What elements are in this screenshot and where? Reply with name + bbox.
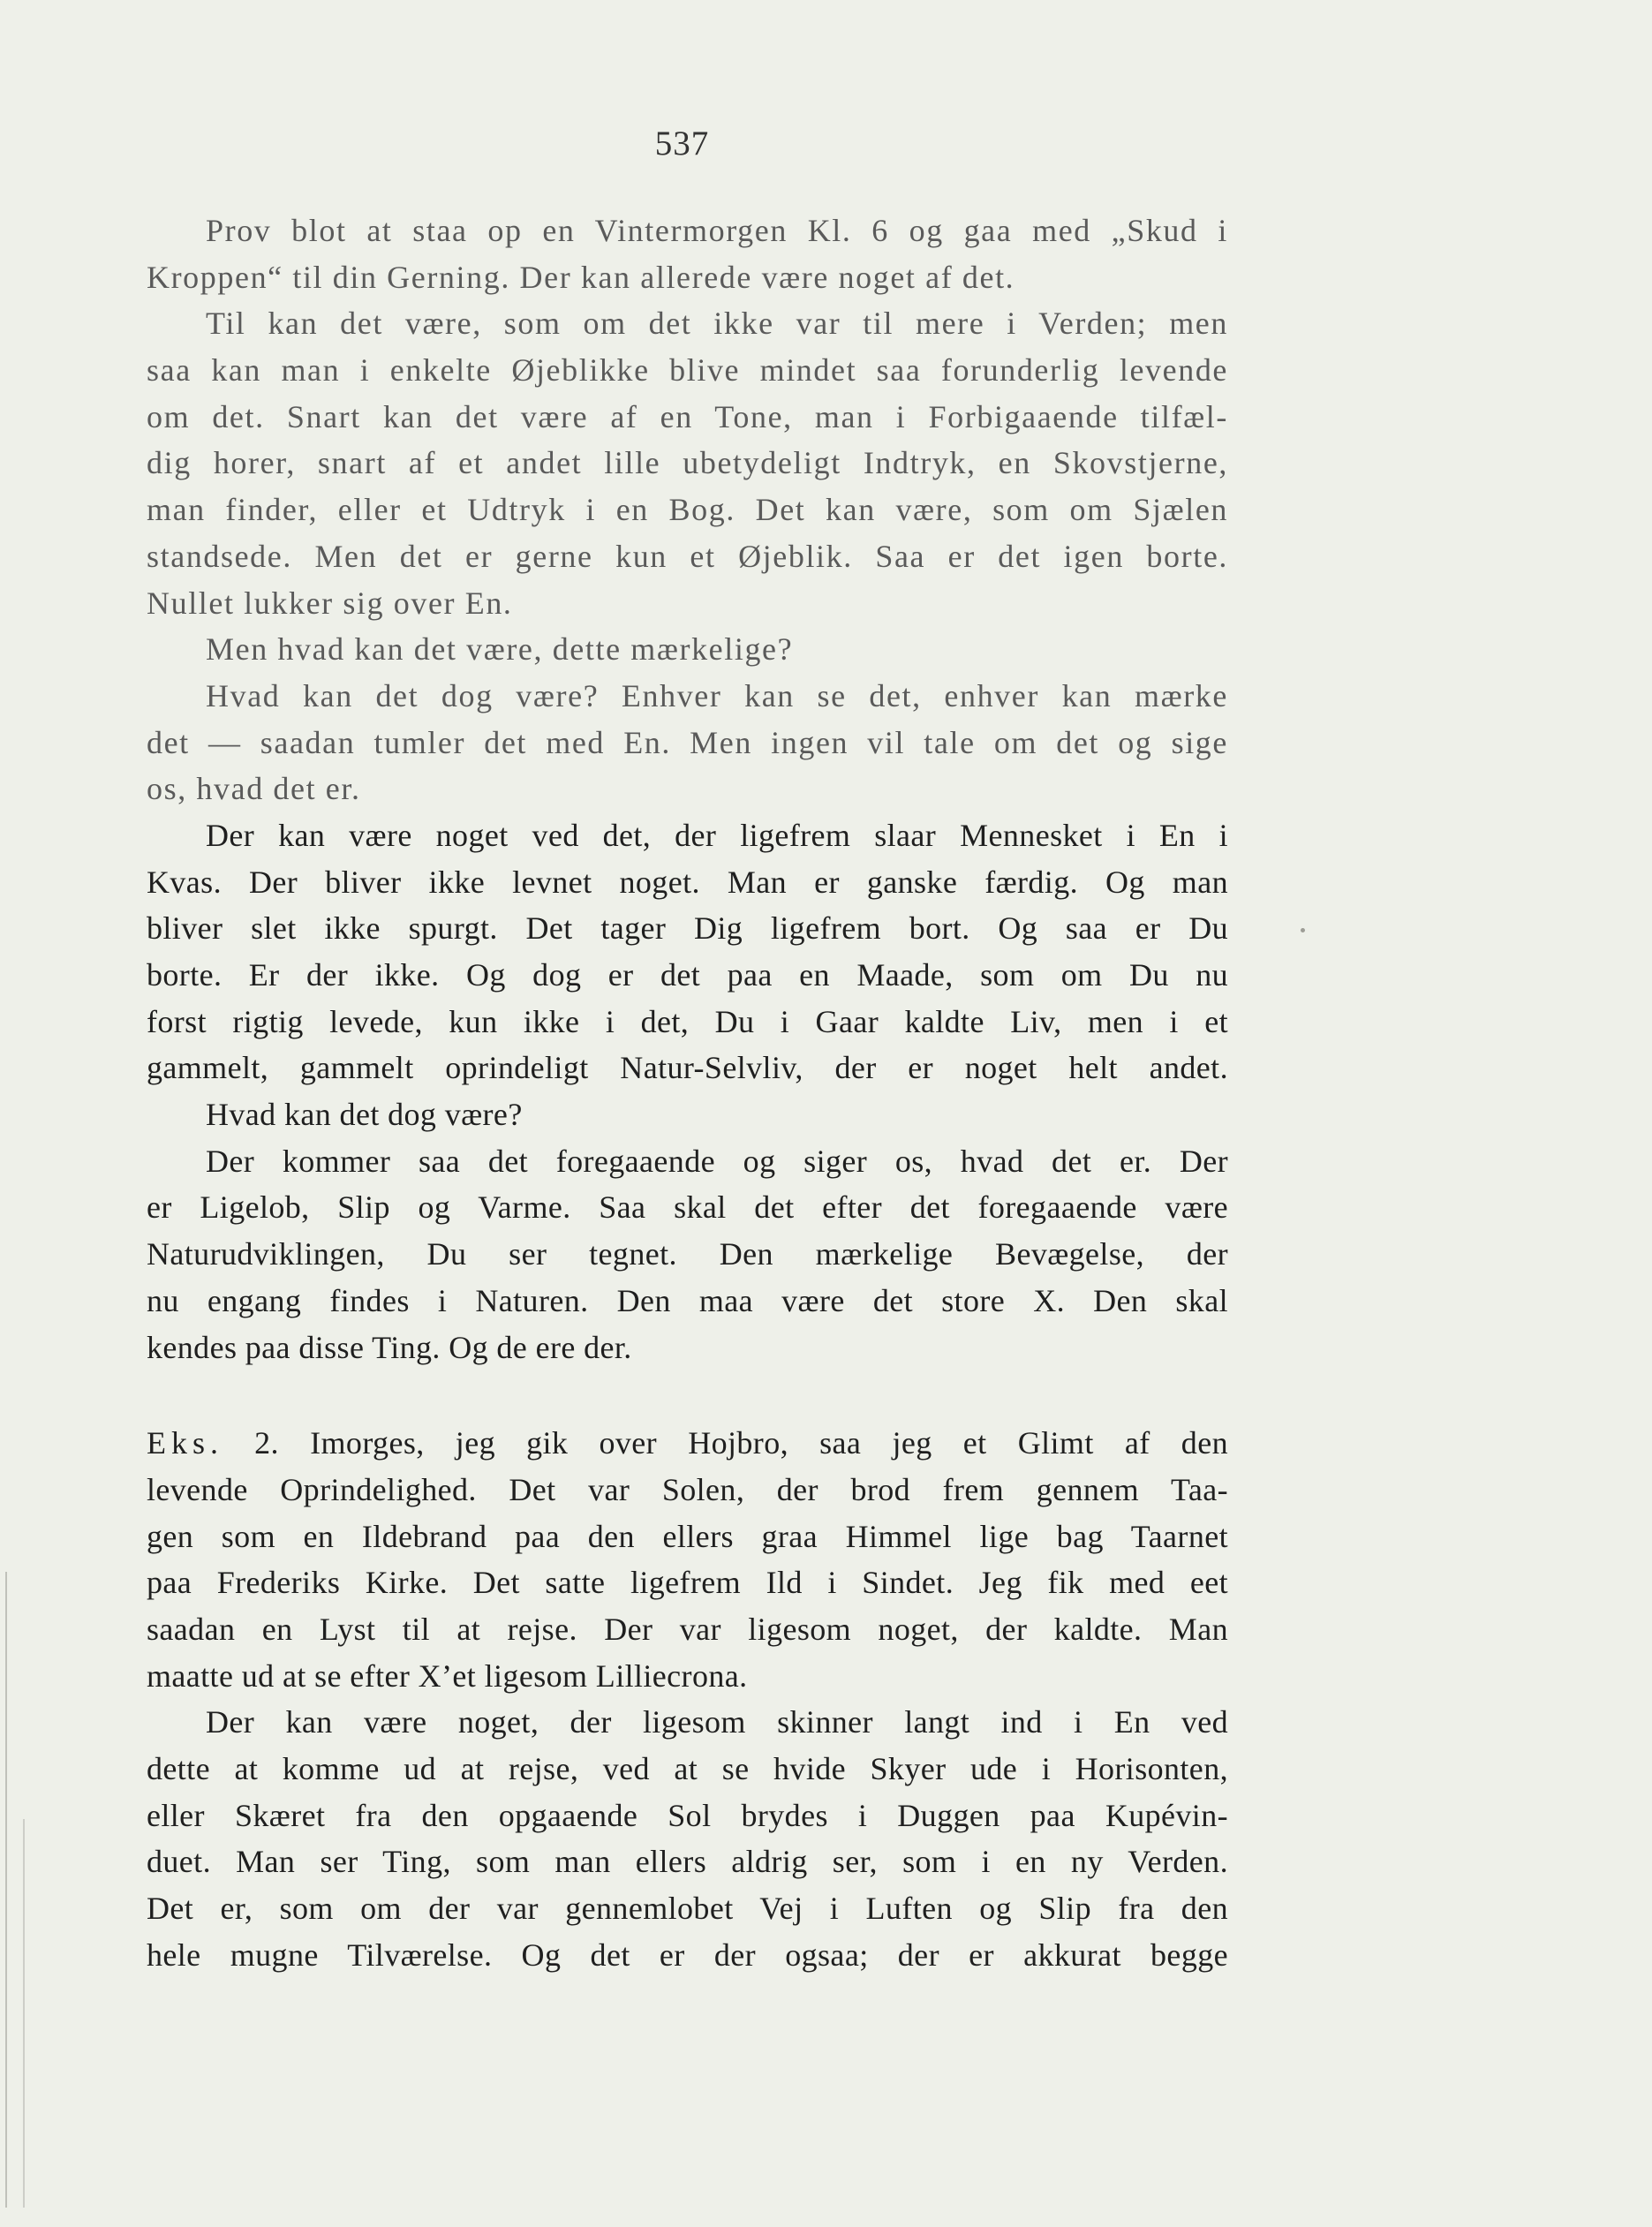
text-line: Kroppen“ til din Gerning. Der kan allerede være noget af det.: [147, 259, 1015, 295]
text-line: nu engang findes i Naturen. Den maa være det store X. Den skal: [147, 1282, 1228, 1318]
text-line: Men hvad kan det være, dette mærkelige?: [206, 631, 794, 668]
text-line: Det er, som om der var gennemlobet Vej i Luften og Slip fra den: [147, 1891, 1228, 1927]
text-line: dette at komme ud at rejse, ved at se hvide Skyer ude i Horisonten,: [147, 1751, 1228, 1786]
text-line: saadan en Lyst til at rejse. Der var ligesom noget, der kaldte. Man: [147, 1611, 1228, 1647]
text-line: gen som en Ildebrand paa den ellers graa Himmel lige bag Taarnet: [147, 1518, 1228, 1554]
text-line: man finder, eller et Udtryk i en Bog. Det kan være, som om Sjælen: [147, 492, 1228, 528]
text-line: er Ligelob, Slip og Varme. Saa skal det efter det foregaaende være: [147, 1189, 1228, 1226]
text-line: Der kan være noget ved det, der ligefrem slaar Mennesket i En i: [206, 817, 1228, 853]
text-line: Hvad kan det dog være? Enhver kan se det, enhver kan mærke: [206, 677, 1228, 713]
scan-binding-edge: [23, 1819, 25, 2208]
body-text: [147, 208, 1228, 1978]
text-line: gammelt, gammelt oprindeligt Natur-Selvliv, der er noget helt andet.: [147, 1050, 1228, 1086]
text-line: forst rigtig levede, kun ikke i det, Du i Gaar kaldte Liv, men i et: [147, 1003, 1228, 1039]
text-line: Hvad kan det dog være?: [206, 1097, 523, 1133]
text-line: kendes paa disse Ting. Og de ere der.: [147, 1329, 632, 1365]
text-line: eller Skæret fra den opgaaende Sol brydes i Duggen paa Kupévin-: [147, 1797, 1228, 1833]
scan-speck: [1301, 928, 1305, 932]
text-line: maatte ud at se efter X’et ligesom Lilliecrona.: [147, 1657, 748, 1694]
text-line: os, hvad det er.: [147, 771, 361, 807]
text-line: dig horer, snart af et andet lille ubetydeligt Indtryk, en Skovstjerne,: [147, 445, 1228, 481]
section-gap: [147, 1370, 1228, 1420]
text-line: Prov blot at staa op en Vintermorgen Kl. 6 og gaa med „Skud i: [206, 213, 1228, 248]
text-line: levende Oprindelighed. Det var Solen, der brod frem gennem Taa-: [147, 1471, 1228, 1507]
section-1: [147, 208, 1228, 1370]
text-line: Til kan det være, som om det ikke var til mere i Verden; men: [206, 306, 1228, 342]
text-line: Nullet lukker sig over En.: [147, 585, 513, 621]
text-line: Kvas. Der bliver ikke levnet noget. Man er ganske færdig. Og man: [147, 864, 1228, 900]
text-line: det — saadan tumler det med En. Men ingen vil tale om det og sige: [147, 724, 1228, 760]
example-label: Eks.: [147, 1425, 223, 1461]
text-line: [147, 1420, 1228, 1467]
text-line: Naturudviklingen, Du ser tegnet. Den mærkelige Bevægelse, der: [147, 1236, 1228, 1272]
text-line: Der kan være noget, der ligesom skinner langt ind i En ved: [206, 1704, 1228, 1740]
example-first-line: Imorges, jeg gik over Hojbro, saa jeg et Glimt af den: [310, 1425, 1228, 1461]
scan-binding-edge: [5, 1572, 7, 2208]
text-line: borte. Er der ikke. Og dog er det paa en Maade, som om Du nu: [147, 957, 1228, 993]
text-line: Der kommer saa det foregaaende og siger os, hvad det er. Der: [206, 1143, 1228, 1179]
text-line: standsede. Men det er gerne kun et Øjeblik. Saa er det igen borte.: [147, 538, 1228, 574]
page-number: 537: [654, 125, 710, 162]
text-line: saa kan man i enkelte Øjeblikke blive mindet saa forunderlig levende: [147, 352, 1228, 389]
example-number: 2.: [254, 1425, 279, 1461]
text-line: paa Frederiks Kirke. Det satte ligefrem Ild i Sindet. Jeg fik med eet: [147, 1565, 1228, 1601]
text-line: duet. Man ser Ting, som man ellers aldrig ser, som i en ny Verden.: [147, 1844, 1228, 1880]
text-line: om det. Snart kan det være af en Tone, man i Forbigaaende tilfæl-: [147, 398, 1228, 434]
text-line: bliver slet ikke spurgt. Det tager Dig ligefrem bort. Og saa er Du: [147, 910, 1228, 947]
section-2: [147, 1420, 1228, 1978]
text-line: hele mugne Tilværelse. Og det er der ogsaa; der er akkurat begge: [147, 1936, 1228, 1973]
